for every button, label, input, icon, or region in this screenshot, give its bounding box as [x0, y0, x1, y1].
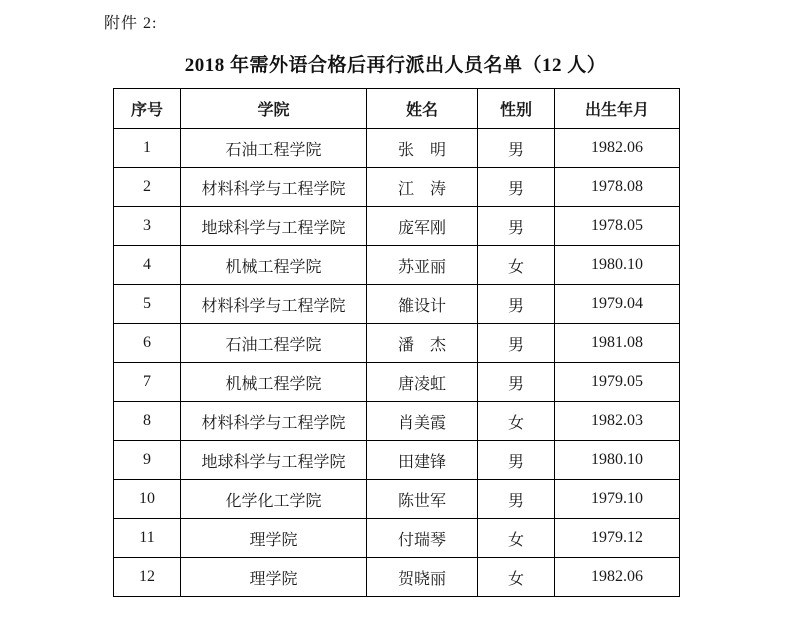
cell-college: 化学化工学院 — [181, 480, 367, 519]
table-row — [114, 480, 680, 519]
cell-college: 地球科学与工程学院 — [181, 207, 367, 246]
header-index: 序号 — [114, 89, 181, 129]
cell-index: 3 — [114, 207, 181, 246]
cell-college: 材料科学与工程学院 — [181, 285, 367, 324]
cell-gender: 男 — [478, 324, 555, 363]
cell-birthdate: 1979.10 — [555, 480, 680, 519]
cell-birthdate: 1979.05 — [555, 363, 680, 402]
cell-birthdate: 1981.08 — [555, 324, 680, 363]
cell-gender: 女 — [478, 519, 555, 558]
table-row — [114, 324, 680, 363]
header-college: 学院 — [181, 89, 367, 129]
cell-birthdate: 1980.10 — [555, 441, 680, 480]
table-row — [114, 519, 680, 558]
cell-college: 机械工程学院 — [181, 246, 367, 285]
header-gender: 性别 — [478, 89, 555, 129]
cell-index: 9 — [114, 441, 181, 480]
cell-gender: 男 — [478, 285, 555, 324]
cell-index: 8 — [114, 402, 181, 441]
cell-birthdate: 1982.03 — [555, 402, 680, 441]
cell-gender: 男 — [478, 129, 555, 168]
cell-index: 12 — [114, 558, 181, 597]
cell-birthdate: 1978.08 — [555, 168, 680, 207]
roster-table — [113, 88, 680, 597]
cell-college: 理学院 — [181, 558, 367, 597]
attachment-label: 附件 2: — [104, 15, 158, 32]
table-header-row — [114, 89, 680, 129]
cell-birthdate: 1980.10 — [555, 246, 680, 285]
cell-name: 付瑞琴 — [367, 519, 478, 558]
cell-index: 6 — [114, 324, 181, 363]
cell-name: 肖美霞 — [367, 402, 478, 441]
header-birthdate: 出生年月 — [555, 89, 680, 129]
cell-name: 庞军刚 — [367, 207, 478, 246]
cell-college: 石油工程学院 — [181, 129, 367, 168]
cell-college: 材料科学与工程学院 — [181, 168, 367, 207]
cell-gender: 男 — [478, 207, 555, 246]
cell-gender: 女 — [478, 402, 555, 441]
cell-index: 10 — [114, 480, 181, 519]
cell-gender: 男 — [478, 363, 555, 402]
cell-college: 地球科学与工程学院 — [181, 441, 367, 480]
cell-gender: 男 — [478, 168, 555, 207]
cell-name: 苏亚丽 — [367, 246, 478, 285]
cell-name: 田建锋 — [367, 441, 478, 480]
cell-college: 理学院 — [181, 519, 367, 558]
cell-gender: 男 — [478, 480, 555, 519]
cell-birthdate: 1982.06 — [555, 129, 680, 168]
cell-name: 潘 杰 — [367, 324, 478, 363]
cell-index: 5 — [114, 285, 181, 324]
cell-index: 11 — [114, 519, 181, 558]
cell-index: 1 — [114, 129, 181, 168]
cell-name: 唐凌虹 — [367, 363, 478, 402]
cell-birthdate: 1979.12 — [555, 519, 680, 558]
table-row — [114, 207, 680, 246]
cell-name: 江 涛 — [367, 168, 478, 207]
cell-gender: 女 — [478, 246, 555, 285]
table-row — [114, 558, 680, 597]
cell-gender: 女 — [478, 558, 555, 597]
cell-birthdate: 1978.05 — [555, 207, 680, 246]
cell-index: 2 — [114, 168, 181, 207]
table-row — [114, 129, 680, 168]
table-row — [114, 285, 680, 324]
table-row — [114, 363, 680, 402]
table-row — [114, 402, 680, 441]
cell-gender: 男 — [478, 441, 555, 480]
cell-college: 机械工程学院 — [181, 363, 367, 402]
table-row — [114, 441, 680, 480]
cell-name: 陈世军 — [367, 480, 478, 519]
cell-name: 雒设计 — [367, 285, 478, 324]
cell-name: 张 明 — [367, 129, 478, 168]
cell-index: 4 — [114, 246, 181, 285]
header-name: 姓名 — [367, 89, 478, 129]
cell-college: 材料科学与工程学院 — [181, 402, 367, 441]
cell-birthdate: 1979.04 — [555, 285, 680, 324]
cell-birthdate: 1982.06 — [555, 558, 680, 597]
table-body — [114, 129, 680, 597]
cell-college: 石油工程学院 — [181, 324, 367, 363]
cell-index: 7 — [114, 363, 181, 402]
cell-name: 贺晓丽 — [367, 558, 478, 597]
page-title: 2018 年需外语合格后再行派出人员名单（12 人） — [184, 55, 607, 76]
table-row — [114, 246, 680, 285]
table-row — [114, 168, 680, 207]
